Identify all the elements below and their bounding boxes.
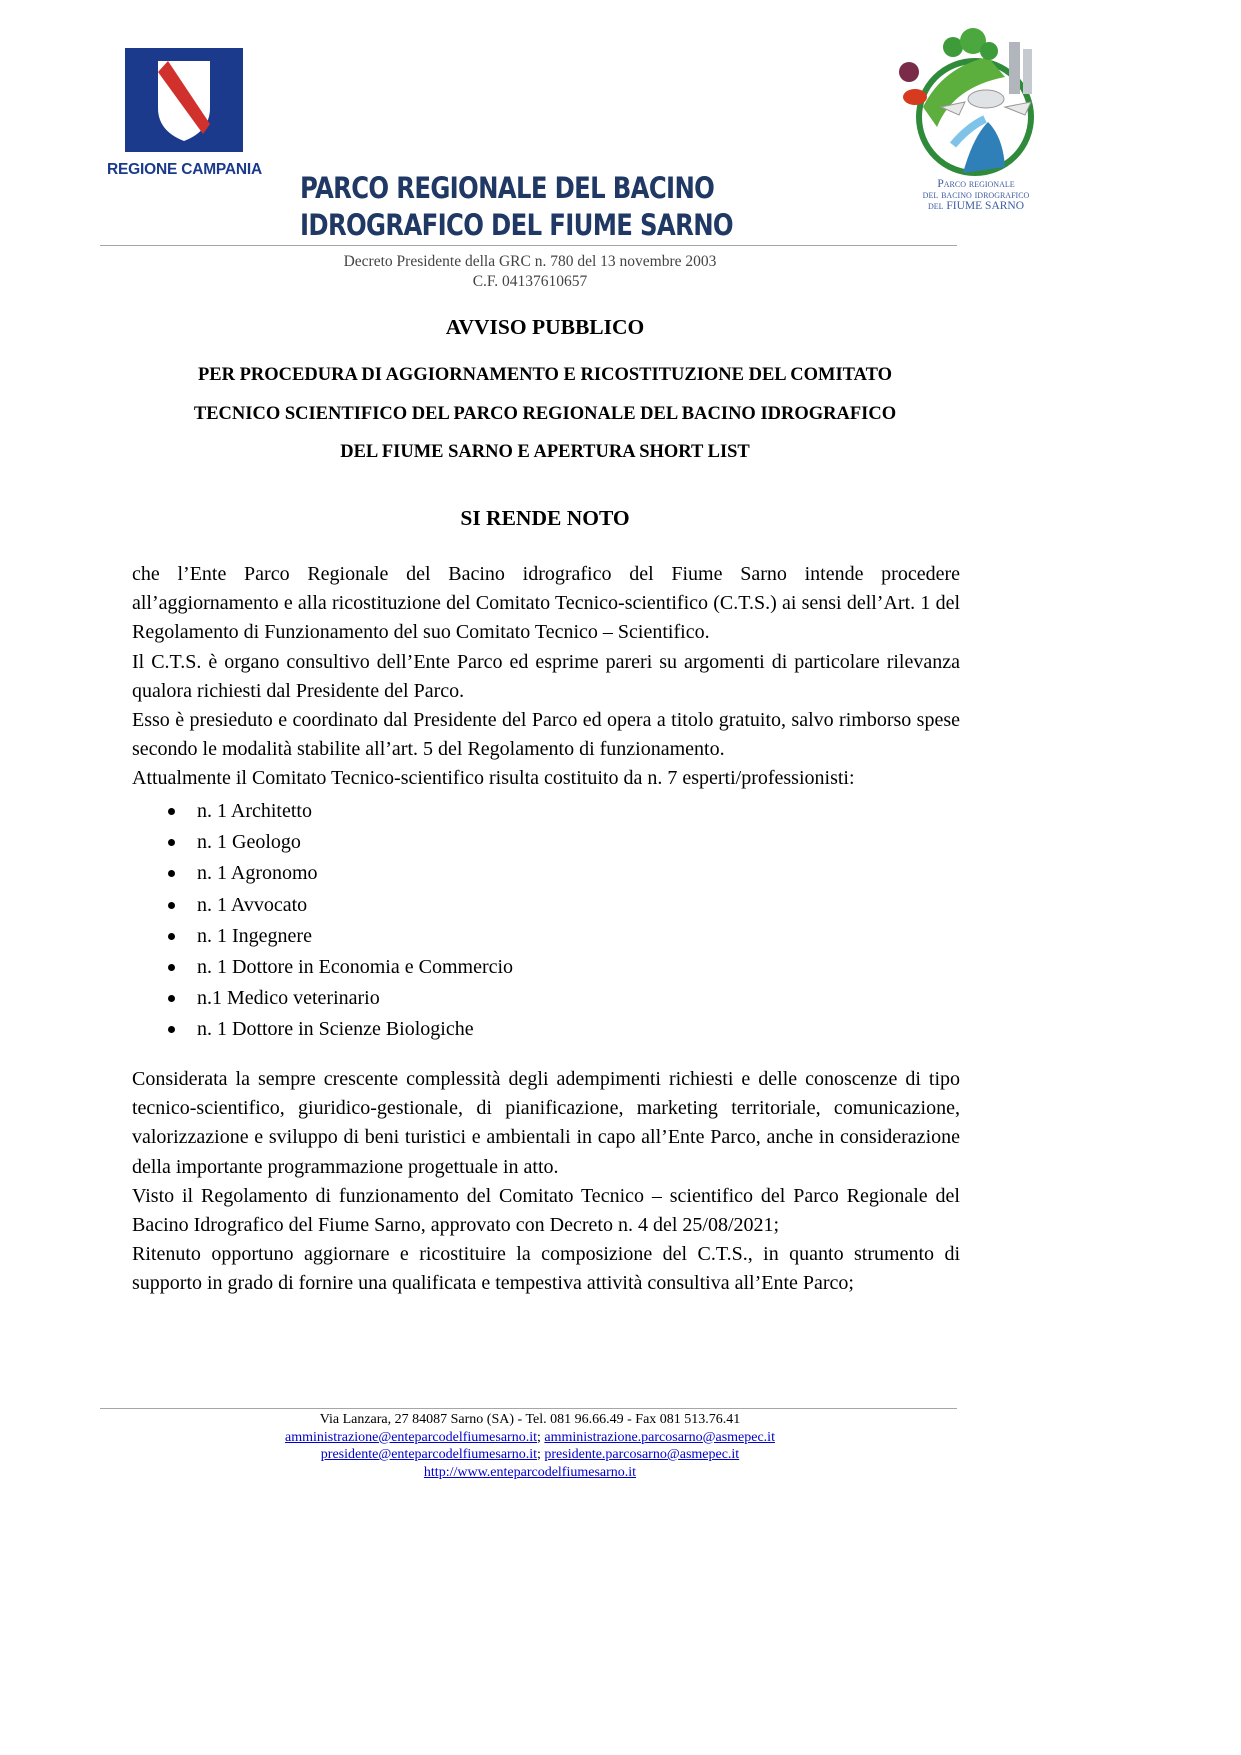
bullet-icon: [168, 1026, 175, 1033]
decree-info: [300, 252, 760, 292]
bullet-icon: [168, 995, 175, 1002]
tax-code: C.F. 04137610657: [472, 273, 588, 290]
list-item: n. 1 Geologo: [165, 827, 513, 858]
bullet-icon: [168, 964, 175, 971]
list-item: n. 1 Agronomo: [165, 858, 513, 889]
footer-email-line-1: amministrazione@enteparcodelfiumesarno.it; amministrazione.parcosarno@asmepec.it: [285, 1429, 775, 1445]
list-item: n. 1 Dottore in Economia e Commercio: [165, 952, 513, 983]
intro-paragraph: Attualmente il Comitato Tecnico-scientifico risulta costituito da n. 7 esperti/professionisti:: [132, 767, 855, 790]
list-item: n. 1 Dottore in Scienze Biologiche: [165, 1014, 513, 1045]
regione-campania-shield-icon: [125, 48, 243, 152]
closing-paragraph: Visto il Regolamento di funzionamento del Comitato Tecnico – scientifico del Parco Regionale del Bacino Idrografico del Fiume Sarno, approvato con Decreto n. 4 del 25/08/2021;: [132, 1184, 960, 1237]
park-emblem-icon: [893, 27, 1058, 177]
list-item: n. 1 Avvocato: [165, 890, 513, 921]
park-logo-label: [901, 179, 1051, 212]
park-title: [300, 170, 737, 244]
park-logo-line-2: del bacino idrografico: [922, 189, 1030, 201]
bullet-icon: [168, 808, 175, 815]
list-item: n. 1 Architetto: [165, 796, 513, 827]
closing-paragraph: Ritenuto opportuno aggiornare e ricostituire la composizione del C.T.S., in quanto strumento di supporto in grado di fornire una qualificata e tempestiva attività consultiva all’Ente Parco;: [132, 1243, 960, 1295]
intro-paragraph: che l’Ente Parco Regionale del Bacino idrografico del Fiume Sarno intende procedere all’aggiornamento e alla ricostituzione del Comitato Tecnico-scientifico (C.T.S.) ai sensi dell’Art. 1 del Regolamento di Funzionamento del suo Comitato Tecnico – Scientifico.: [132, 563, 960, 644]
intro-section: [132, 560, 960, 794]
bullet-icon: [168, 870, 175, 877]
notice-subtitle: [100, 356, 990, 472]
notice-subtitle-line-1: PER PROCEDURA DI AGGIORNAMENTO E RICOSTITUZIONE DEL COMITATO: [197, 365, 893, 385]
intro-paragraph: Il C.T.S. è organo consultivo dell’Ente Parco ed esprime pareri su argomenti di particolare rilevanza qualora richiesti dal Presidente del Parco.: [132, 650, 960, 702]
decree-text: Decreto Presidente della GRC n. 780 del 13 novembre 2003: [343, 253, 717, 270]
website-link[interactable]: http://www.enteparcodelfiumesarno.it: [423, 1464, 637, 1480]
parco-fiume-sarno-logo: [893, 27, 1058, 227]
president-pec-link[interactable]: presidente.parcosarno@asmepec.it: [544, 1447, 740, 1462]
notice-heading: SI RENDE NOTO: [460, 506, 630, 530]
list-item: n.1 Medico veterinario: [165, 983, 513, 1014]
header-divider: [100, 245, 957, 246]
notice-title: AVVISO PUBBLICO: [445, 315, 645, 339]
footer-divider: [100, 1408, 957, 1409]
intro-paragraph: Esso è presieduto e coordinato dal Presidente del Parco ed opera a titolo gratuito, salvo rimborso spese secondo le modalità stabilite all’art. 5 del Regolamento di funzionamento.: [132, 709, 960, 761]
footer-address: Via Lanzara, 27 84087 Sarno (SA) - Tel. 081 96.66.49 - Fax 081 513.76.41: [319, 1412, 741, 1427]
footer-website-line: [200, 1464, 860, 1482]
regione-campania-logo: [107, 48, 262, 188]
admin-email-link[interactable]: amministrazione@enteparcodelfiumesarno.it: [285, 1429, 537, 1445]
notice-subtitle-line-2: TECNICO SCIENTIFICO DEL PARCO REGIONALE DEL BACINO IDROGRAFICO: [193, 403, 897, 424]
park-logo-line-1: Parco regionale: [937, 178, 1015, 190]
closing-paragraph: Considerata la sempre crescente complessità degli adempimenti richiesti e delle conoscenze di tipo tecnico-scientifico, giuridico-gestionale, di pianificazione, marketing territoriale, comunicazione, valorizzazione e sviluppo di beni turistici e ambientali in capo all’Ente Parco, anche in considerazione della importante programmazione progettuale in atto.: [132, 1068, 960, 1178]
president-email-link[interactable]: presidente@enteparcodelfiumesarno.it: [320, 1447, 537, 1462]
experts-list: [165, 796, 513, 1046]
park-title-line-1: PARCO REGIONALE DEL BACINO: [300, 171, 715, 205]
admin-pec-link[interactable]: amministrazione.parcosarno@asmepec.it: [544, 1429, 775, 1445]
park-title-line-2: IDROGRAFICO DEL FIUME SARNO: [300, 208, 733, 242]
regione-campania-label: REGIONE CAMPANIA: [107, 161, 262, 178]
park-logo-line-3: del FIUME SARNO: [927, 200, 1025, 212]
bullet-icon: [168, 839, 175, 846]
list-item: n. 1 Ingegnere: [165, 921, 513, 952]
footer: [200, 1411, 860, 1481]
bullet-icon: [168, 933, 175, 940]
bullet-icon: [168, 902, 175, 909]
footer-email-line-2: presidente@enteparcodelfiumesarno.it; presidente.parcosarno@asmepec.it: [320, 1447, 740, 1462]
closing-section: [132, 1065, 960, 1299]
notice-subtitle-line-3: DEL FIUME SARNO E APERTURA SHORT LIST: [340, 442, 750, 462]
